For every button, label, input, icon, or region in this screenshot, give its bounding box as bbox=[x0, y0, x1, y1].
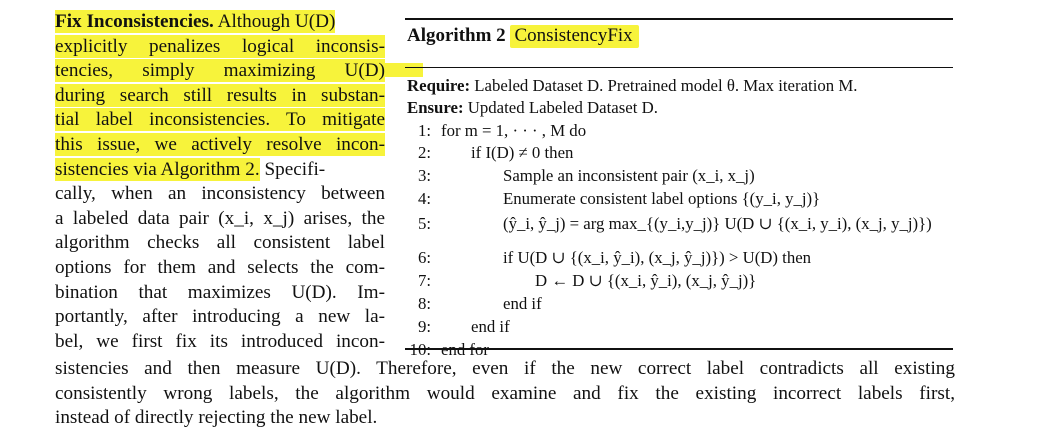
algorithm-title bbox=[407, 22, 639, 50]
paragraph-line: portantly, after introducing a new la- bbox=[55, 306, 385, 328]
paragraph-line: Fix Inconsistencies. Although U(D) bbox=[55, 11, 336, 32]
paragraph-heading: Fix Inconsistencies. bbox=[55, 11, 214, 32]
paragraph-line: explicitly penalizes logical inconsis- bbox=[55, 35, 385, 57]
algorithm-label: Algorithm 2 bbox=[407, 25, 506, 46]
require-ensure bbox=[407, 75, 955, 119]
algorithm-box: Algorithm 2 ConsistencyFix Require: Labeled Dataset D. Pretrained model θ. Max iteration M. Ensure: Updated Labeled Dataset D. 1: for m = 1, · · · , M do 2: if I(D) ≠ 0 then 3: Sample an inconsistent pair (x_i, x_j) 4: Enumerate consistent label options {(y_i, y_j)} 5: (ŷ_i, ŷ_j) = arg max_{(y_i,y_j)} U(D ∪ {(x_i, y_i), (x_j, y_j)}) 6: if U(D ∪ {(x_i, ŷ_i), (x_j, ŷ_j)}) > U(D) then 7: D ← D ∪ {(x_i, ŷ_i), (x_j, ŷ_j)} 8: end if 9: end if bbox=[405, 18, 953, 350]
rule-top bbox=[405, 18, 953, 20]
ensure-line: Ensure: Updated Labeled Dataset D. bbox=[407, 98, 658, 117]
rule-mid bbox=[405, 67, 953, 68]
paragraph-line: sistencies via Algorithm 2. Specifi- bbox=[55, 158, 326, 180]
paragraph-line: cally, when an inconsistency between bbox=[55, 183, 385, 205]
paragraph-line: consistently wrong labels, the algorithm would examine and fix the existing incorrect labels first, bbox=[55, 382, 955, 404]
paragraph-line: tial label inconsistencies. To mitigate bbox=[55, 109, 385, 131]
paragraph-line: during search still results in substan- bbox=[55, 84, 385, 106]
paragraph-left-column bbox=[55, 10, 385, 354]
paragraph-line: options for them and selects the com- bbox=[55, 256, 385, 278]
paragraph-line: bination that maximizes U(D). Im- bbox=[55, 281, 385, 303]
paragraph-line: sistencies and then measure U(D). Therefore, even if the new correct label contradicts all existing bbox=[55, 358, 955, 379]
paragraph-line: instead of directly rejecting the new label. bbox=[55, 407, 378, 429]
require-line: Require: Labeled Dataset D. Pretrained model θ. Max iteration M. bbox=[407, 76, 858, 95]
rule-bottom bbox=[405, 348, 953, 350]
paragraph-line: tencies, simply maximizing U(D) bbox=[55, 60, 385, 82]
paragraph-line: a labeled data pair (x_i, x_j) arises, the bbox=[55, 207, 385, 229]
paragraph-bottom bbox=[55, 357, 955, 431]
paragraph-line: bel, we first fix its introduced incon- bbox=[55, 330, 385, 352]
algorithm-name: ConsistencyFix bbox=[510, 25, 638, 48]
paragraph-line: algorithm checks all consistent label bbox=[55, 232, 385, 254]
paragraph-line: this issue, we actively resolve incon- bbox=[55, 133, 385, 155]
